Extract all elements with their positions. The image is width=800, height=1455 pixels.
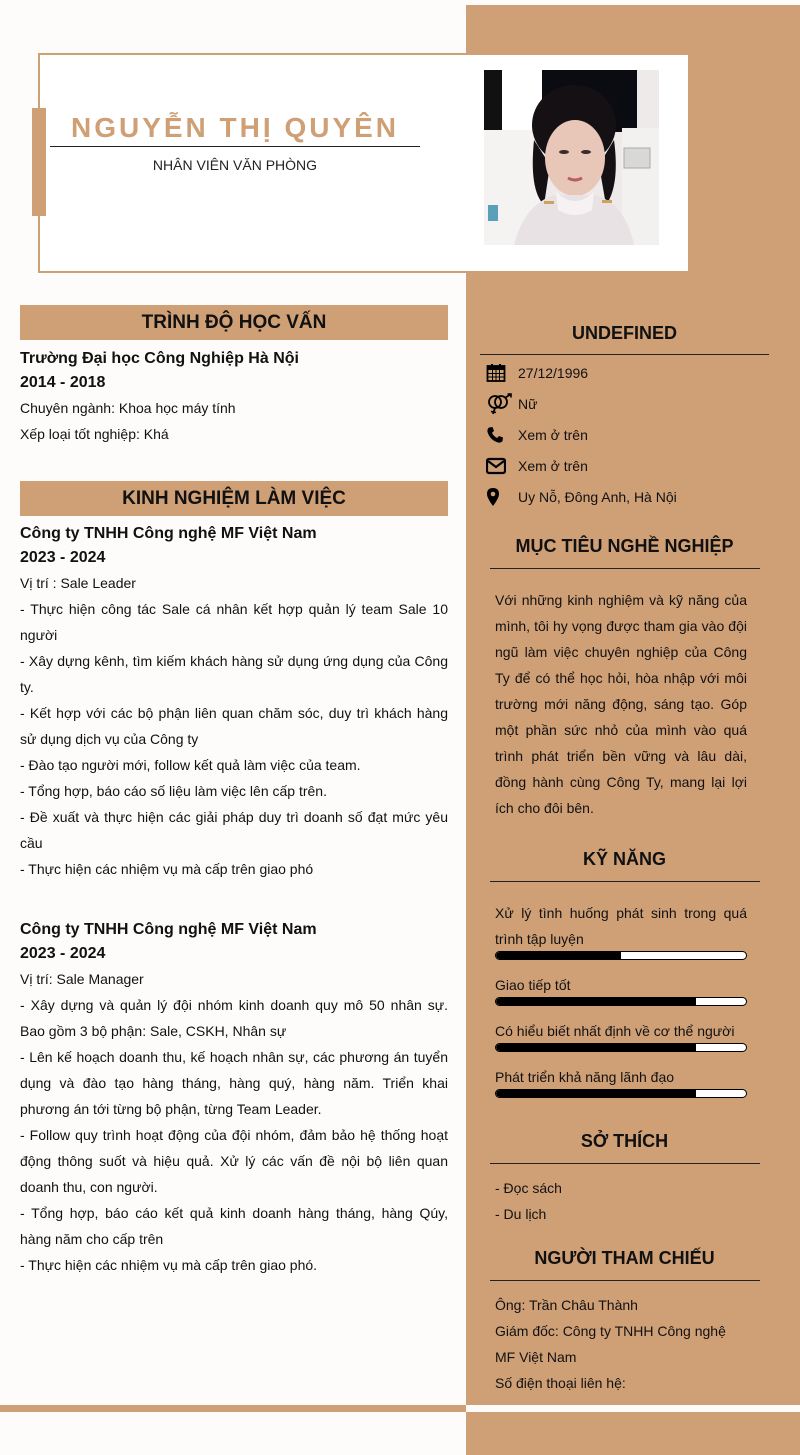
- job-entry: [20, 522, 448, 882]
- skill-level-fill: [496, 952, 621, 959]
- job-line: - Xây dựng kênh, tìm kiếm khách hàng sử dụng ứng dụng của Công ty.: [20, 653, 448, 695]
- skill-level-bar: [495, 997, 747, 1006]
- job-line: - Tổng hợp, báo cáo số liệu làm việc lên cấp trên.: [20, 783, 327, 799]
- email-text: Xem ở trên: [518, 458, 588, 474]
- skill-level-bar: [495, 1089, 747, 1098]
- skill-level-fill: [496, 998, 696, 1005]
- objective-divider: [490, 568, 760, 569]
- hobbies-divider: [490, 1163, 760, 1164]
- address-text: Uy Nỗ, Đông Anh, Hà Nội: [518, 489, 677, 505]
- info-address: [486, 485, 677, 509]
- reference-name: Ông: Trần Châu Thành: [495, 1297, 638, 1313]
- skill-level-bar: [495, 951, 747, 960]
- skills-heading: KỸ NĂNG: [582, 849, 666, 869]
- references-divider: [490, 1280, 760, 1281]
- education-school: Trường Đại học Công Nghiệp Hà Nội: [20, 350, 299, 367]
- job-period: 2023 - 2024: [20, 945, 106, 962]
- info-divider: [480, 354, 769, 355]
- skill-level-fill: [496, 1044, 696, 1051]
- job-line: - Lên kế hoạch doanh thu, kế hoạch nhân sự, các phương án tuyển dụng và đào tạo hàng tháng, hàng quý, hàng năm. Triển khai phương án tới từng bộ phận, từng Team Leader.: [20, 1049, 448, 1117]
- hobbies-heading: SỞ THÍCH: [580, 1131, 669, 1151]
- job-line: - Thực hiện các nhiệm vụ mà cấp trên giao phó.: [20, 1257, 318, 1273]
- calendar-icon: [486, 362, 518, 384]
- hobbies-list: [495, 1175, 747, 1227]
- job-company: Công ty TNHH Công nghệ MF Việt Nam: [20, 921, 317, 938]
- hobby-item: - Du lịch: [495, 1206, 547, 1222]
- birthday-text: 27/12/1996: [518, 365, 589, 381]
- objective-heading: MỤC TIÊU NGHỀ NGHIỆP: [515, 536, 734, 556]
- name-underline: [50, 146, 420, 147]
- candidate-name: NGUYỄN THỊ QUYÊN: [70, 112, 400, 143]
- envelope-icon: [486, 455, 518, 477]
- skill-name: Xử lý tình huống phát sinh trong quá trình tập luyện: [495, 905, 747, 947]
- education-grade: Xếp loại tốt nghiệp: Khá: [20, 426, 169, 442]
- job-line: - Đào tạo người mới, follow kết quả làm việc của team.: [20, 757, 361, 773]
- job-line: - Xây dựng và quản lý đội nhóm kinh doanh quy mô 50 nhân sự. Bao gồm 3 bộ phận: Sale, CSKH, Nhân sự: [20, 997, 448, 1039]
- location-pin-icon: [486, 486, 518, 508]
- education-block: [20, 347, 448, 447]
- job-line: Vị trí: Sale Manager: [20, 971, 144, 987]
- reference-position: Giám đốc: Công ty TNHH Công nghệ MF Việt Nam: [495, 1323, 726, 1365]
- avatar: [484, 70, 659, 245]
- job-line: - Tổng hợp, báo cáo kết quả kinh doanh hàng tháng, hàng Qúy, hàng năm cho cấp trên: [20, 1205, 448, 1247]
- job-company: Công ty TNHH Công nghệ MF Việt Nam: [20, 525, 317, 542]
- bottom-gap: [466, 1405, 800, 1412]
- header-accent-bar: [32, 108, 46, 216]
- skill-level-bar: [495, 1043, 747, 1052]
- phone-icon: [486, 424, 518, 446]
- reference-phone: Số điện thoại liên hệ:: [495, 1375, 626, 1391]
- info-heading: UNDEFINED: [571, 323, 677, 343]
- education-period: 2014 - 2018: [20, 374, 106, 391]
- bottom-divider: [0, 1405, 466, 1412]
- hobby-item: - Đọc sách: [495, 1180, 562, 1196]
- skill-name: Phát triển khả năng lãnh đạo: [495, 1069, 675, 1085]
- skill-name: Có hiểu biết nhất định về cơ thể người: [495, 1023, 735, 1039]
- info-birthday: [486, 361, 588, 385]
- experience-heading: KINH NGHIỆM LÀM VIỆC: [20, 481, 448, 516]
- objective-text: Với những kinh nghiệm và kỹ năng của mình, tôi hy vọng được tham gia vào đội ngũ làm việc chuyên nghiệp của Công Ty để có thể học hỏi, hòa nhập với môi trường mới năng động, sáng tạo. Góp một phần sức nhỏ của mình vào quá trình phát triển bền vững và lâu dài, đồng hành cùng Công Ty, mang lại lợi ích cho đôi bên.: [495, 592, 747, 816]
- job-line: - Thực hiện các nhiệm vụ mà cấp trên giao phó: [20, 861, 314, 877]
- job-period: 2023 - 2024: [20, 549, 106, 566]
- skills-divider: [490, 881, 760, 882]
- candidate-job-title: NHÂN VIÊN VĂN PHÒNG: [152, 157, 318, 173]
- references-heading: NGƯỜI THAM CHIẾU: [534, 1248, 715, 1268]
- phone-text: Xem ở trên: [518, 427, 588, 443]
- gender-icon: [486, 393, 518, 415]
- education-heading: TRÌNH ĐỘ HỌC VẤN: [20, 305, 448, 340]
- job-line: - Thực hiện công tác Sale cá nhân kết hợp quản lý team Sale 10 người: [20, 601, 448, 643]
- education-major: Chuyên ngành: Khoa học máy tính: [20, 400, 236, 416]
- references-block: [495, 1292, 747, 1396]
- job-line: - Kết hợp với các bộ phận liên quan chăm sóc, duy trì khách hàng sử dụng dịch vụ của Công ty: [20, 705, 448, 747]
- info-email: [486, 454, 588, 478]
- info-phone: [486, 423, 588, 447]
- job-line: Vị trí : Sale Leader: [20, 575, 136, 591]
- skill-name: Giao tiếp tốt: [495, 977, 571, 993]
- job-entry: [20, 918, 448, 1278]
- job-line: - Follow quy trình hoạt động của đội nhóm, đảm bảo hệ thống hoạt động thông suốt và hiệu quả. Xử lý các vấn đề nội bộ liên quan doanh thu, con người.: [20, 1127, 448, 1195]
- skill-level-fill: [496, 1090, 696, 1097]
- gender-text: Nữ: [518, 396, 538, 412]
- info-gender: [486, 392, 537, 416]
- job-line: - Đề xuất và thực hiện các giải pháp duy trì doanh số đạt mức yêu cầu: [20, 809, 448, 851]
